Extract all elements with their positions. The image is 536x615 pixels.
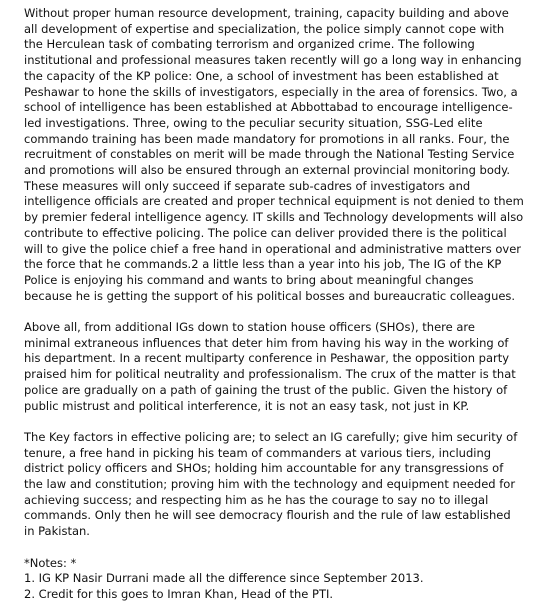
paragraph-4: The Key factors in effective policing are; to select an IG carefully; give him security of tenure, a free hand in picking his team of commanders at various tiers, including district policy officers and SHOs; holding him accountable for any transgressions of the law and constitution; proving him with the technology and equipment needed for achieving success; and respecting him as he has the courage to say no to illegal commands. Only then he will see democracy flourish and the rule of law established in Pakistan. <box>24 429 518 539</box>
paragraph-spacer <box>24 540 524 556</box>
document-body <box>24 6 524 603</box>
paragraph-3: Above all, from additional IGs down to station house officers (SHOs), there are minimal extraneous influences that deter him from having his way in the working of his department. In a recent multiparty conference in Peshawar, the opposition party praised him for political neutrality and professionalism. The crux of the matter is that police are gradually on a path of gaining the trust of the public. Given the history of public mistrust and political interference, it is not an easy task, not just in KP. <box>24 320 516 413</box>
paragraph-spacer <box>24 414 524 430</box>
paragraph-2: These measures will only succeed if separate sub-cadres of investigators and intelligence officials are created and proper technical equipment is not denied to them by premier federal intelligence agency. IT skills and Technology developments will also contribute to effective policing. The police can deliver provided there is the political will to give the police chief a free hand in operational and administrative matters over the force that he commands.2 a little less than a year into his job, The IG of the KP Police is enjoying his command and wants to bring about meaningful changes because he is getting the support of his political bosses and bureaucratic colleagues. <box>24 178 524 303</box>
notes-title: *Notes: * <box>24 555 77 570</box>
note-item-1: 1. IG KP Nasir Durrani made all the difference since September 2013. <box>24 571 424 586</box>
paragraph-spacer <box>24 304 524 320</box>
note-item-2: 2. Credit for this goes to Imran Khan, Head of the PTI. <box>24 586 334 601</box>
notes-section <box>24 556 524 603</box>
paragraph-1: Without proper human resource development, training, capacity building and above all development of expertise and specialization, the police simply cannot cope with the Herculean task of combating terrorism and organized crime. The following institutional and professional measures taken recently will go a long way in enhancing the capacity of the KP police: One, a school of investment has been established at Peshawar to hone the skills of investigators, especially in the area of forensics. Two, a school of intelligence has been established at Abbottabad to encourage intelligence- led investigations. Three, owing to the peculiar security situation, SSG-Led elite commando training has been made mandatory for promotions in all ranks. Four, the recruitment of constables on merit will be made through the National Testing Service and promotions will also be ensured through an external provincial monitoring body. <box>24 6 522 178</box>
